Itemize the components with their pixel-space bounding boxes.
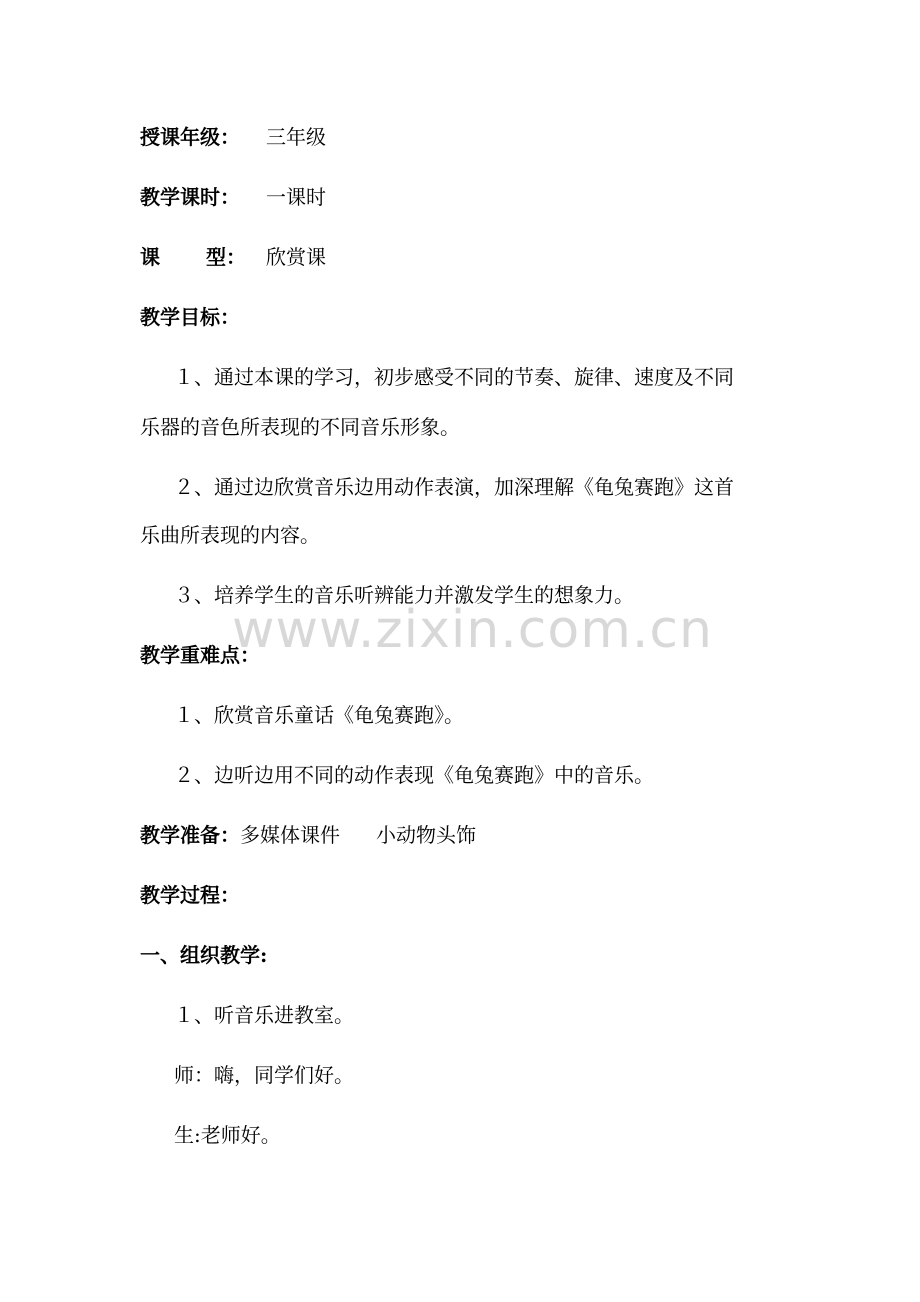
- section-1-title: 一、组织教学:: [140, 943, 268, 967]
- hours-row: [140, 183, 800, 211]
- process-title: 教学过程：: [140, 883, 240, 907]
- objective-2-line2: 乐曲所表现的内容。: [140, 523, 320, 547]
- preparation-item-2: 小动物头饰: [376, 823, 476, 847]
- grade-value: 三年级: [266, 125, 326, 149]
- objective-3-line1: ３、培养学生的音乐听辨能力并激发学生的想象力。: [174, 583, 634, 607]
- watermark: www.zixin.com.cn: [232, 600, 713, 660]
- hours-label: 教学课时：: [140, 185, 240, 209]
- key-points-title: 教学重难点：: [140, 643, 260, 667]
- hours-value: 一课时: [266, 185, 326, 209]
- type-row: [140, 243, 800, 271]
- key-point-2: ２、边听边用不同的动作表现《龟兔赛跑》中的音乐。: [174, 763, 654, 787]
- grade-label: 授课年级：: [140, 125, 240, 149]
- objectives-title: 教学目标：: [140, 305, 240, 329]
- preparation-row: [140, 821, 800, 849]
- objective-1-line1: １、通过本课的学习，初步感受不同的节奏、旋律、速度及不同: [174, 365, 734, 389]
- type-label-b: 型：: [206, 245, 246, 269]
- preparation-label: 教学准备：: [140, 823, 240, 847]
- grade-row: [140, 123, 800, 151]
- student-line: 生:老师好。: [174, 1123, 281, 1147]
- type-value: 欣赏课: [266, 245, 326, 269]
- teacher-line: 师：嗨，同学们好。: [174, 1063, 354, 1087]
- objective-2-line1: ２、通过边欣赏音乐边用动作表演，加深理解《龟兔赛跑》这首: [174, 475, 734, 499]
- objective-1-line2: 乐器的音色所表现的不同音乐形象。: [140, 415, 460, 439]
- type-label-a: 课: [140, 245, 160, 269]
- key-point-1: １、欣赏音乐童话《龟兔赛跑》。: [174, 703, 464, 727]
- preparation-item-1: 多媒体课件: [240, 823, 340, 847]
- step-1: １、听音乐进教室。: [174, 1003, 354, 1027]
